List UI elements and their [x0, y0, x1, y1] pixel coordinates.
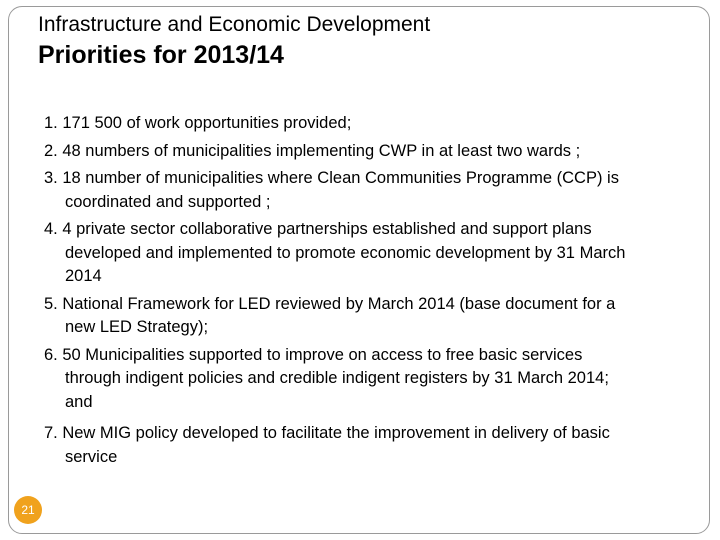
list-item-text: 2014 — [65, 267, 102, 285]
list-item — [44, 140, 684, 164]
list-item-text: 1. 171 500 of work opportunities provided; — [44, 114, 352, 132]
page-number-badge: 21 — [14, 496, 42, 524]
slide-supertitle: Infrastructure and Economic Development — [38, 13, 431, 36]
list-item-text: 6. 50 Municipalities supported to improve on access to free basic services — [44, 345, 583, 364]
list-item — [44, 422, 684, 469]
list-item-text: 2. 48 numbers of municipalities implementing CWP in at least two wards ; — [44, 141, 581, 160]
list-item — [44, 344, 684, 415]
list-item — [44, 112, 684, 136]
list-item — [44, 293, 684, 340]
list-item — [44, 218, 684, 289]
list-item-text: service — [65, 447, 118, 466]
list-item-text: 4. 4 private sector collaborative partnerships established and support plans — [44, 220, 592, 238]
list-item-text: developed and implemented to promote economic development by 31 March — [65, 243, 626, 262]
list-item-text: and — [65, 392, 93, 411]
priorities-list — [44, 112, 684, 473]
list-item-text: through indigent policies and credible indigent registers by 31 March 2014; — [65, 369, 609, 387]
slide-title: Priorities for 2013/14 — [38, 41, 284, 69]
list-item-text: new LED Strategy); — [65, 318, 209, 336]
list-item — [44, 167, 684, 214]
list-item-text: 7. New MIG policy developed to facilitate the improvement in delivery of basic — [44, 424, 610, 442]
list-item-text: 3. 18 number of municipalities where Clean Communities Programme (CCP) is — [44, 169, 619, 187]
list-item-text: coordinated and supported ; — [65, 192, 271, 211]
list-item-text: 5. National Framework for LED reviewed by March 2014 (base document for a — [44, 294, 616, 313]
